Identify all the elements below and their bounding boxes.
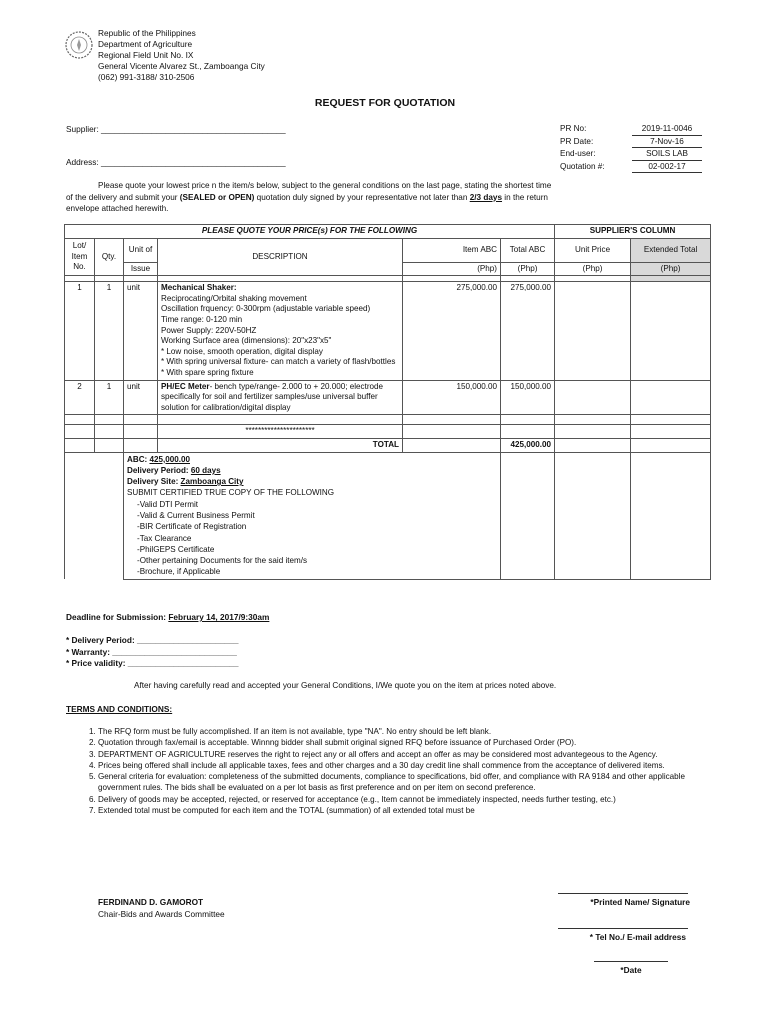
description-header: DESCRIPTION (158, 238, 403, 276)
date-label: *Date (620, 965, 642, 975)
intro-line: envelope attached herewith. (66, 204, 169, 214)
item-no: 2 (65, 380, 95, 415)
term-item: 5. General criteria for evaluation: completeness of the submitted documents, compliance to specifications, bid offer, and compliance with RA 9184 and other applicable government rules. The bids shall be evaluated on a per lot basis as first preference and on per item on second preference. (98, 771, 708, 794)
item-abc-header: Item ABC (403, 238, 501, 262)
terms-title: TERMS AND CONDITIONS: (66, 704, 173, 714)
total-abc-header: Total ABC (501, 238, 555, 262)
address-field: Address: ________________________________________ (66, 157, 286, 167)
term-item: 1. The RFQ form must be fully accomplished. If an item is not available, type "NA". No entry should be left blank. (98, 726, 708, 737)
supplier-column-header: SUPPLIER'S COLUMN (555, 225, 711, 239)
delivery-period-label: Delivery Period: (127, 465, 191, 475)
pr-details (560, 123, 702, 173)
printed-name-label: *Printed Name/ Signature (590, 897, 690, 907)
notes-block (124, 452, 501, 579)
item-abc: 150,000.00 (403, 380, 501, 415)
unit-price-total-cell[interactable] (555, 438, 631, 452)
header-line: General Vicente Alvarez St., Zamboanga City (98, 61, 265, 71)
desc-line: * With spare spring fixture (161, 367, 254, 377)
unit-price-header: Unit Price (555, 238, 631, 262)
item-unit: unit (124, 282, 158, 380)
desc-line: * Low noise, smooth operation, digital display (161, 346, 323, 356)
item-name: PH/EC Meter (161, 381, 210, 391)
supplier-fields (66, 635, 239, 670)
header-line: (062) 991-3188/ 310-2506 (98, 72, 195, 82)
end-user-value: SOILS LAB (632, 148, 702, 161)
doc-item: -Other pertaining Documents for the said item/s (137, 556, 308, 566)
deadline (66, 612, 269, 624)
item-description (158, 380, 403, 415)
department-seal-logo (64, 30, 94, 60)
term-item: 7. Extended total must be computed for each item and the TOTAL (summation) of all extended total must be (98, 805, 708, 816)
desc-line: * With spring universal fixture- can match a variety of flash/bottles (161, 357, 396, 367)
item-qty: 1 (95, 282, 124, 380)
term-item: 2. Quotation through fax/email is acceptable. Winnng bidder shall submit original signed RFQ before issuance of Purchased Order (PO). (98, 737, 708, 748)
desc-line: Time range: 0-120 min (161, 314, 243, 324)
intro-text: of the delivery and submit your (66, 192, 180, 202)
delivery-period-note (127, 465, 497, 476)
pr-date-label: PR Date: (560, 136, 594, 146)
intro-line: Please quote your lowest price n the item/s below, subject to the general conditions on the last page, stating the shortest time (98, 181, 552, 190)
doc-item: -Valid & Current Business Permit (137, 510, 255, 520)
extended-total-sum-cell[interactable] (631, 438, 711, 452)
delivery-site-note (127, 476, 497, 487)
total-value: 425,000.00 (501, 438, 555, 452)
acceptance-statement: After having carefully read and accepted your General Conditions, I/We quote you on the item at prices noted above. (134, 681, 557, 690)
delivery-period-value: 60 days (190, 465, 221, 475)
intro-text: quotation duly signed by your representative not later than (254, 192, 470, 202)
quotation-label: Quotation #: (560, 161, 605, 171)
header-line: Regional Field Unit No. IX (98, 50, 194, 60)
header-text: No. (73, 262, 86, 272)
item-abc: 275,000.00 (403, 282, 501, 380)
delivery-site-label: Delivery Site: (127, 477, 181, 487)
please-quote-header: PLEASE QUOTE YOUR PRICE(s) FOR THE FOLLOWING (65, 225, 555, 239)
price-validity-field[interactable]: * Price validity: ________________________ (66, 658, 239, 669)
signatory-name: FERDINAND D. GAMOROT (98, 897, 204, 907)
doc-item: -Brochure, if Applicable (137, 567, 221, 577)
item-description (158, 282, 403, 380)
supplier-field: Supplier: ________________________________________ (66, 124, 286, 134)
deadline-value: February 14, 2017/9:30am (168, 612, 270, 622)
qty-header: Qty. (95, 238, 124, 276)
submit-note: SUBMIT CERTIFIED TRUE COPY OF THE FOLLOWING (127, 488, 335, 498)
extended-total-cell[interactable] (631, 282, 711, 380)
unit-header: Unit of (124, 238, 158, 262)
item-no: 1 (65, 282, 95, 380)
desc-line: Oscillation frquency: 0-300rpm (adjustable variable speed) (161, 304, 371, 314)
delivery-period-field[interactable]: * Delivery Period: ______________________ (66, 635, 239, 645)
quotation-value: 02-002-17 (632, 161, 702, 174)
lot-item-no-header (65, 238, 95, 276)
doc-item: -Tax Clearance (137, 533, 192, 543)
deadline-label: Deadline for Submission: (66, 612, 169, 622)
agency-header (98, 28, 265, 83)
doc-item: -PhilGEPS Certificate (137, 544, 215, 554)
item-qty: 1 (95, 380, 124, 415)
php-label: (Php) (555, 262, 631, 276)
header-text: Item (71, 251, 88, 261)
warranty-field[interactable]: * Warranty: ___________________________ (66, 646, 237, 657)
issue-header: Issue (124, 262, 158, 276)
item-total-abc: 275,000.00 (501, 282, 555, 380)
total-label: TOTAL (158, 438, 403, 452)
abc-label: ABC: (127, 454, 150, 464)
intro-sealed-open: (SEALED or OPEN) (179, 192, 255, 202)
desc-line: Working Surface area (dimensions): 20"x23"x5" (161, 336, 332, 346)
desc-text: - bench type/range- 2.000 to + 20.000; electrode specifically for soil and fertilizer samples/use universal buffer solution for calibration/digital display (161, 381, 384, 412)
date-line[interactable] (594, 961, 668, 962)
tel-email-label: * Tel No./ E-mail address (589, 932, 686, 942)
header-line: Department of Agriculture (98, 39, 193, 49)
extended-total-cell[interactable] (631, 380, 711, 415)
signature-line[interactable] (558, 893, 688, 894)
item-total-abc: 150,000.00 (501, 380, 555, 415)
abc-note (127, 454, 497, 465)
unit-price-cell[interactable] (555, 282, 631, 380)
header-line: Republic of the Philippines (98, 28, 196, 38)
term-item: 4. Prices being offered shall include all applicable taxes, fees and other charges and a 30 day credit line shall commence from the acceptance of delivered items. (98, 760, 708, 771)
stars-separator: ********************** (158, 425, 403, 439)
php-label: (Php) (403, 262, 501, 276)
signatory-position: Chair-Bids and Awards Committee (98, 909, 225, 919)
tel-email-line[interactable] (558, 928, 688, 929)
intro-paragraph (66, 180, 706, 215)
unit-price-cell[interactable] (555, 380, 631, 415)
document-title: REQUEST FOR QUOTATION (314, 97, 456, 109)
php-label: (Php) (631, 262, 711, 276)
end-user-label: End-user: (560, 149, 596, 158)
desc-line: Reciprocating/Orbital shaking movement (161, 293, 307, 303)
delivery-site-value: Zamboanga City (180, 477, 244, 487)
intro-line-2 (66, 192, 706, 204)
desc-line: Power Supply: 220V-50HZ (161, 325, 257, 335)
quotation-table (64, 224, 711, 580)
php-label: (Php) (501, 262, 555, 276)
pr-no-label: PR No: (560, 124, 587, 133)
doc-item: -BIR Certificate of Registration (137, 522, 247, 532)
intro-days: 2/3 days (469, 192, 503, 202)
table-row (65, 380, 711, 415)
doc-item: -Valid DTI Permit (137, 499, 199, 509)
intro-text: in the return (502, 192, 548, 202)
pr-no-value: 2019-11-0046 (632, 123, 702, 136)
terms-list (82, 726, 708, 816)
table-row (65, 282, 711, 380)
abc-value: 425,000.00 (149, 454, 190, 464)
term-item: 6. Delivery of goods may be accepted, rejected, or reserved for acceptance (e.g., Item cannot be immediately inspected, needs further testing, etc.) (98, 794, 708, 805)
item-unit: unit (124, 380, 158, 415)
header-text: Lot/ (72, 241, 87, 250)
pr-date-value: 7-Nov-16 (632, 136, 702, 149)
extended-total-header: Extended Total (631, 238, 711, 262)
term-item: 3. DEPARTMENT OF AGRICULTURE reserves the right to reject any or all offers and accept an offer as may be considered most advantegeous to the Agency. (98, 749, 708, 760)
item-name: Mechanical Shaker: (161, 283, 237, 293)
